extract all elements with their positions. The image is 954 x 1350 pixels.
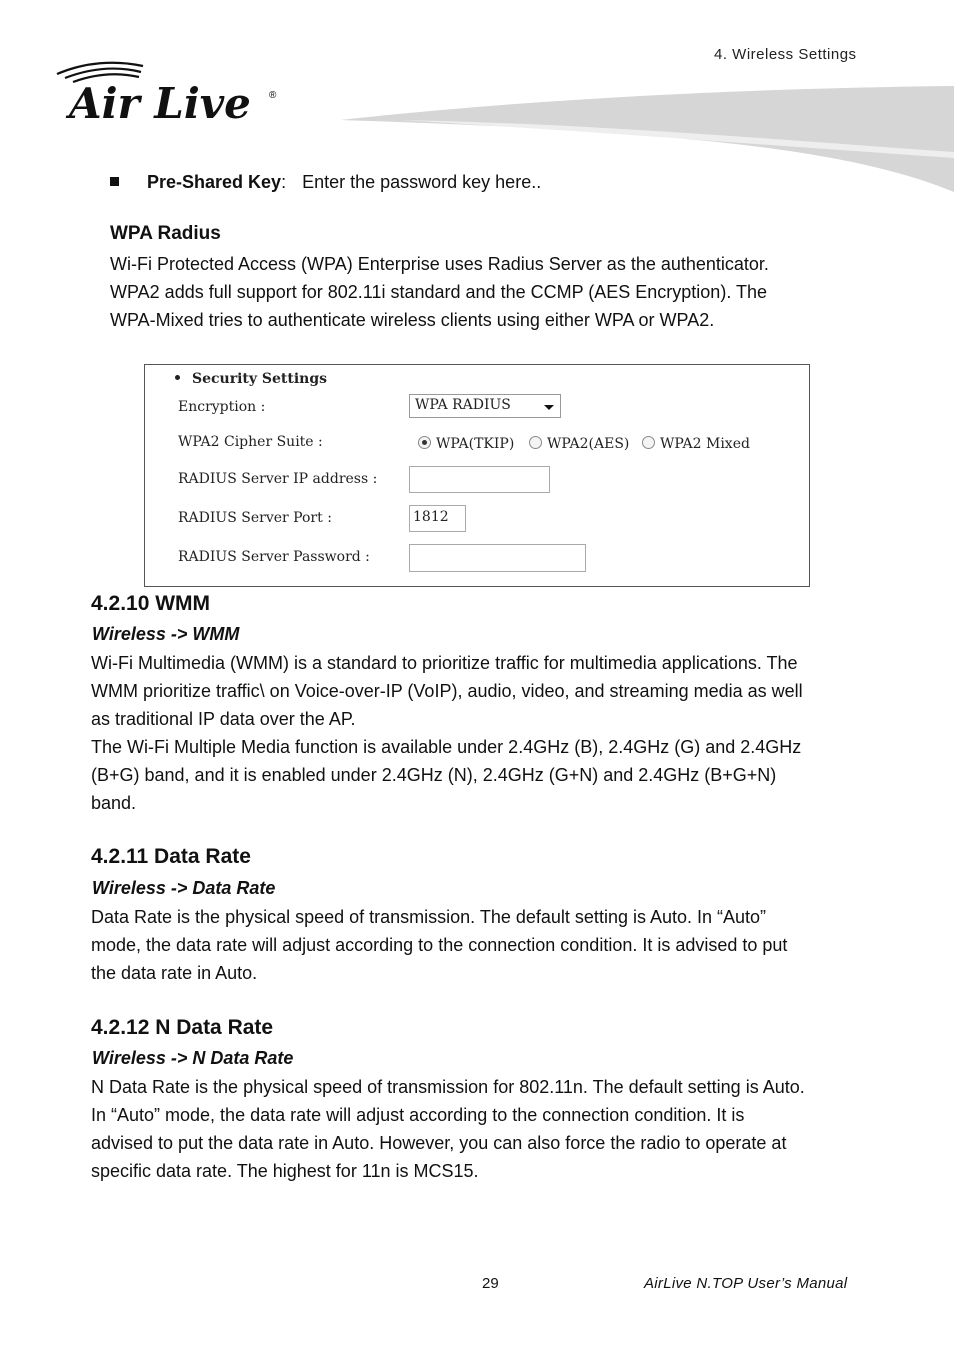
radio-wpa-tkip[interactable] — [418, 436, 514, 452]
server-ip-label: RADIUS Server IP address : — [178, 471, 378, 487]
text-line: as traditional IP data over the AP. — [91, 709, 356, 729]
text-line: the data rate in Auto. — [91, 963, 258, 983]
data-rate-heading: 4.2.11 Data Rate — [91, 845, 251, 868]
data-rate-description — [91, 903, 871, 987]
encryption-select[interactable] — [409, 394, 561, 418]
text-line: advised to put the data rate in Auto. However, you can also force the radio to operate at — [91, 1133, 787, 1153]
bullet-dot-icon — [175, 375, 180, 380]
radio-selected-icon — [418, 436, 431, 449]
radio-wpa2-aes[interactable] — [529, 436, 629, 452]
server-port-label: RADIUS Server Port : — [178, 510, 332, 526]
pre-shared-key-bullet — [110, 168, 541, 196]
server-password-input[interactable] — [409, 544, 586, 572]
text-line: In “Auto” mode, the data rate will adjust according to the connection condition. It is — [91, 1105, 745, 1125]
radio-wpa2-mixed[interactable] — [642, 436, 750, 452]
bullet-term: Pre-Shared Key — [147, 172, 282, 192]
bullet-text: Enter the password key here.. — [302, 172, 542, 192]
registered-mark: ® — [269, 90, 277, 101]
panel-title — [175, 371, 327, 387]
radio-label: WPA2 Mixed — [660, 436, 750, 452]
bullet-sep: : — [281, 172, 287, 192]
data-rate-path: Wireless -> Data Rate — [92, 878, 276, 898]
text-line: Data Rate is the physical speed of transmission. The default setting is Auto. In “Auto” — [91, 907, 767, 927]
panel-title-text: Security Settings — [192, 371, 328, 387]
radio-label: WPA(TKIP) — [436, 436, 515, 452]
airlive-logo — [55, 58, 285, 128]
text-line: specific data rate. The highest for 11n is MCS15. — [91, 1161, 479, 1181]
encryption-label: Encryption : — [178, 399, 266, 415]
text-line: WPA-Mixed tries to authenticate wireless clients using either WPA or WPA2. — [110, 310, 715, 330]
wpa-radius-description — [110, 250, 890, 334]
chevron-down-icon — [544, 405, 554, 410]
wmm-description — [91, 649, 871, 817]
server-port-input[interactable] — [409, 505, 466, 532]
text-line: WMM prioritize traffic\ on Voice-over-IP (VoIP), audio, video, and streaming media as well — [91, 681, 803, 701]
text-line: WPA2 adds full support for 802.11i standard and the CCMP (AES Encryption). The — [110, 282, 768, 302]
cipher-suite-label: WPA2 Cipher Suite : — [178, 434, 323, 450]
text-line: band. — [91, 793, 137, 813]
radio-label: WPA2(AES) — [547, 436, 630, 452]
text-line: mode, the data rate will adjust according to the connection condition. It is advised to put — [91, 935, 788, 955]
n-data-rate-description — [91, 1073, 871, 1185]
server-port-value: 1812 — [413, 509, 449, 525]
n-data-rate-path: Wireless -> N Data Rate — [92, 1048, 294, 1068]
radio-unselected-icon — [529, 436, 542, 449]
wmm-heading: 4.2.10 WMM — [91, 592, 211, 615]
chapter-header: 4. Wireless Settings — [714, 46, 857, 63]
text-line: Wi-Fi Multimedia (WMM) is a standard to prioritize traffic for multimedia applications. The — [91, 653, 798, 673]
text-line: N Data Rate is the physical speed of transmission for 802.11n. The default setting is Auto. — [91, 1077, 805, 1097]
security-settings-panel — [144, 364, 810, 587]
wmm-path: Wireless -> WMM — [92, 624, 240, 644]
n-data-rate-heading: 4.2.12 N Data Rate — [91, 1016, 274, 1039]
text-line: Wi-Fi Protected Access (WPA) Enterprise uses Radius Server as the authenticator. — [110, 254, 769, 274]
server-password-label: RADIUS Server Password : — [178, 549, 370, 565]
bullet-square-icon — [110, 177, 119, 186]
manual-title: AirLive N.TOP User’s Manual — [644, 1275, 848, 1292]
server-ip-input[interactable] — [409, 466, 550, 493]
text-line: The Wi-Fi Multiple Media function is available under 2.4GHz (B), 2.4GHz (G) and 2.4GHz — [91, 737, 802, 757]
page-number: 29 — [482, 1275, 499, 1292]
radio-unselected-icon — [642, 436, 655, 449]
logo-text: Air Live — [69, 79, 251, 128]
encryption-value: WPA RADIUS — [415, 397, 511, 413]
text-line: (B+G) band, and it is enabled under 2.4GHz (N), 2.4GHz (G+N) and 2.4GHz (B+G+N) — [91, 765, 777, 785]
wpa-radius-heading: WPA Radius — [110, 223, 221, 244]
